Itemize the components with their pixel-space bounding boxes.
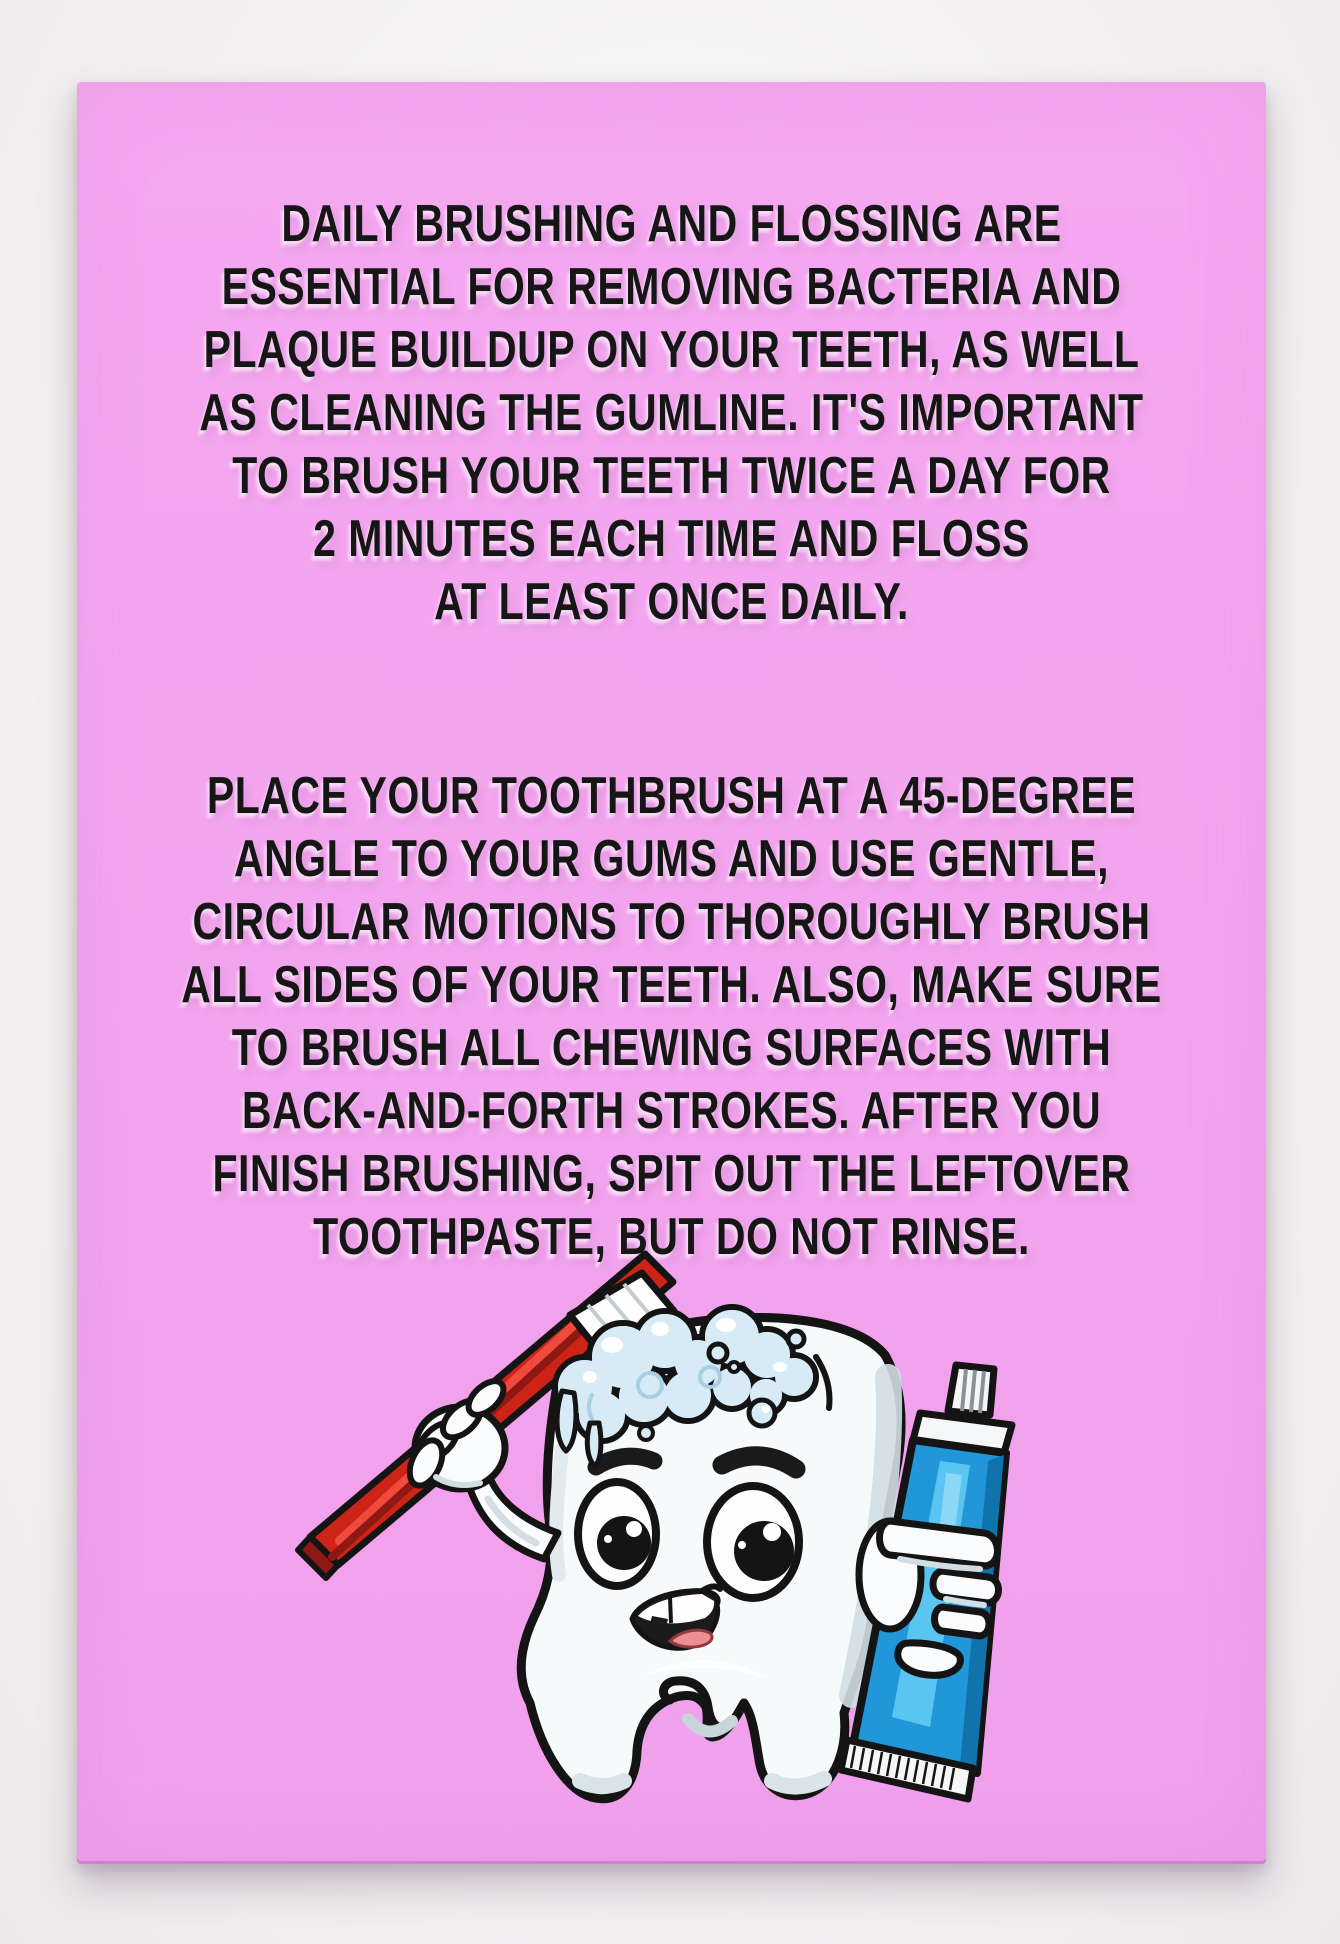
text-line: ALL SIDES OF YOUR TEETH. ALSO, MAKE SURE: [181, 955, 1162, 1014]
text-line: PLAQUE BUILDUP ON YOUR TEETH, AS WELL: [203, 320, 1140, 379]
text-line: PLACE YOUR TOOTHBRUSH AT A 45-DEGREE: [206, 766, 1137, 825]
pink-card: [77, 82, 1266, 1864]
text-line: BACK-AND-FORTH STROKES. AFTER YOU: [241, 1081, 1102, 1140]
text-line: CIRCULAR MOTIONS TO THOROUGHLY BRUSH: [192, 892, 1151, 951]
text-line: AT LEAST ONCE DAILY.: [434, 572, 909, 631]
paragraph-brushing-technique: [77, 764, 1266, 1268]
text-line: ESSENTIAL FOR REMOVING BACTERIA AND: [221, 257, 1122, 316]
text-line: TO BRUSH YOUR TEETH TWICE A DAY FOR: [232, 446, 1111, 505]
text-line: TOOTHPASTE, BUT DO NOT RINSE.: [313, 1207, 1030, 1266]
text-line: TO BRUSH ALL CHEWING SURFACES WITH: [231, 1018, 1112, 1077]
right-eye-icon: [707, 1486, 799, 1598]
text-line: FINISH BRUSHING, SPIT OUT THE LEFTOVER: [212, 1144, 1131, 1203]
text-line: DAILY BRUSHING AND FLOSSING ARE: [281, 194, 1062, 253]
suds-drip-icon: [557, 1391, 576, 1451]
text-line: 2 MINUTES EACH TIME AND FLOSS: [313, 509, 1030, 568]
text-line: AS CLEANING THE GUMLINE. IT'S IMPORTANT: [199, 383, 1144, 442]
text-line: ANGLE TO YOUR GUMS AND USE GENTLE,: [233, 829, 1110, 888]
left-eye-icon: [578, 1482, 656, 1586]
paragraph-brushing-basics: [77, 192, 1266, 633]
tooth-mascot-illustration: [240, 1245, 1020, 1820]
